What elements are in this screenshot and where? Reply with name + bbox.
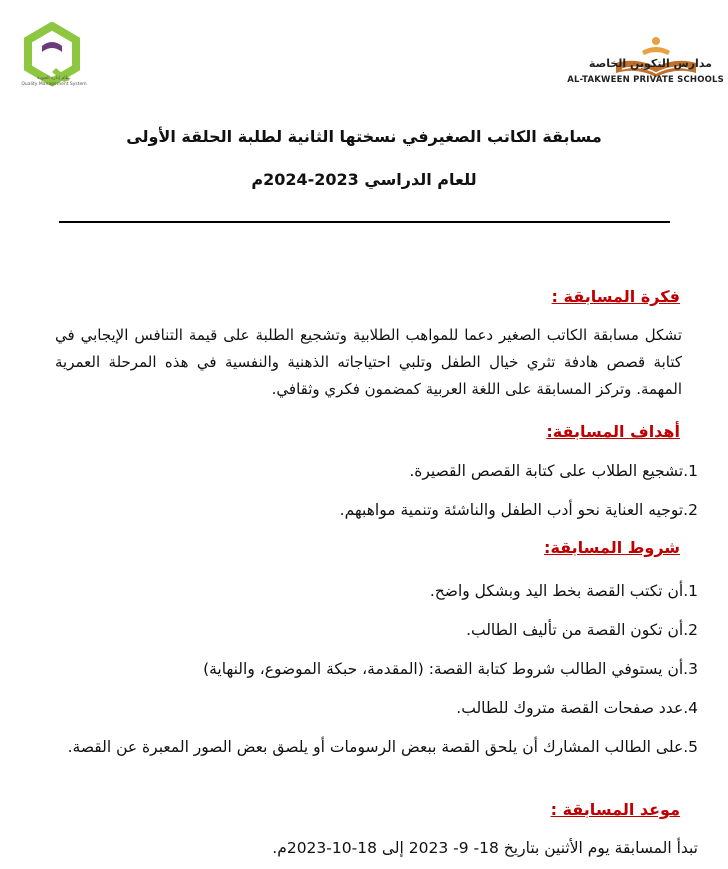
term-item-4: 4.عدد صفحات القصة متروك للطالب. — [456, 699, 698, 717]
term-item-1: 1.أن تكتب القصة بخط اليد وبشكل واضح. — [429, 582, 698, 600]
page-title: مسابقة الكاتب الصغيرفي نسختها الثانية لطلبة الحلقة الأولى — [126, 127, 602, 146]
takween-name-english: AL-TAKWEEN PRIVATE SCHOOLS — [567, 75, 724, 85]
title-divider — [59, 221, 670, 223]
goal-item-2: 2.توجيه العناية نحو أدب الطفل والناشئة وتنمية مواهبهم. — [339, 501, 698, 519]
idea-heading: فكرة المسابقة : — [551, 287, 680, 306]
date-heading: موعد المسابقة : — [550, 800, 680, 819]
takween-name-arabic: مدارس التكوين الخاصة — [588, 57, 712, 70]
quality-logo-caption: نظام إدارة الجودة Quality Management System — [21, 76, 87, 87]
goal-item-1: 1.تشجيع الطلاب على كتابة القصص القصيرة. — [409, 462, 698, 480]
goals-heading: أهداف المسابقة: — [546, 422, 680, 441]
term-item-2: 2.أن تكون القصة من تأليف الطالب. — [466, 621, 698, 639]
idea-paragraph: تشكل مسابقة الكاتب الصغير دعما للمواهب الطلابية وتشجيع الطلبة على قيمة التنافس الإيجابي في كتابة قصص هادفة تثري خيال الطفل وتلبي احتياجاته الذهنية والنفسية في هذه المرحلة العمرية المهمة. وتركز المسابقة على اللغة العربية كمضمون فكري وثقافي. — [55, 326, 682, 398]
term-item-3: 3.أن يستوفي الطالب شروط كتابة القصة: (المقدمة، حبكة الموضوع، والنهاية) — [203, 660, 698, 678]
terms-heading: شروط المسابقة: — [544, 538, 680, 557]
academic-year: للعام الدراسي 2023-2024م — [251, 170, 477, 189]
date-text: تبدأ المسابقة يوم الأثنين بتاريخ 18- 9- 2023 إلى 18-10-2023م. — [272, 839, 698, 857]
term-item-5: 5.على الطالب المشارك أن يلحق القصة ببعض الرسومات أو يلصق بعض الصور المعبرة عن القصة. — [67, 738, 698, 756]
